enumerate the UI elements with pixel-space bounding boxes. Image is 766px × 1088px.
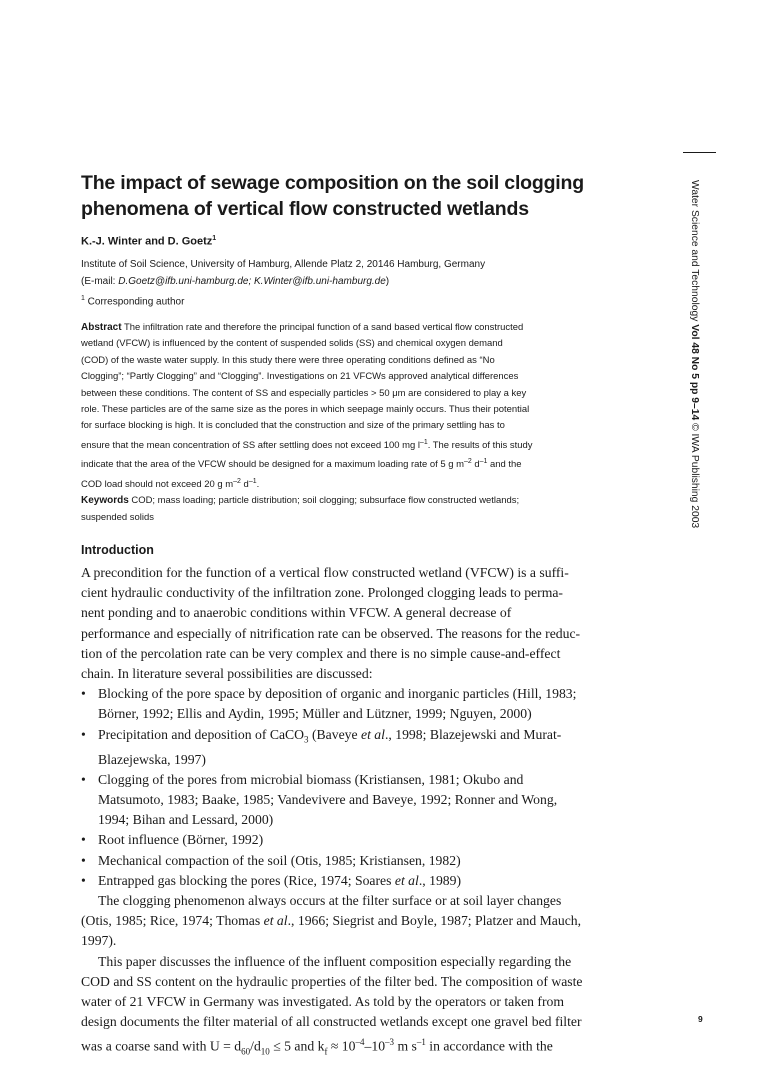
paragraph-3: This paper discusses the influence of the influent composition especially regarding the	[98, 953, 572, 969]
list-item: • Blocking of the pore space by deposition of organic and inorganic particles (Hill, 1983;	[81, 684, 619, 704]
keywords: Keywords COD; mass loading; particle distribution; soil clogging; subsurface flow constructed wetlands;	[81, 495, 520, 507]
corresponding-author-note: $^1$ Corresponding author	[81, 295, 185, 308]
abstract-label: Abstract	[81, 322, 122, 333]
list-item: • Mechanical compaction of the soil (Otis, 1985; Kristiansen, 1982)	[81, 851, 619, 871]
paragraph-2: The clogging phenomenon always occurs at the filter surface or at soil layer changes	[98, 892, 562, 908]
paper-title: The impact of sewage composition on the soil clogging phenomena of vertical flow constructed wetlands	[81, 172, 584, 220]
journal-sidebar	[689, 180, 700, 528]
email-line: (E-mail: D.Goetz@ifb.uni-hamburg.de; K.Winter@ifb.uni-hamburg.de)	[81, 276, 390, 287]
abstract: Abstract The infiltration rate and therefore the principal function of a sand based vertical flow constructed wetland (VFCW) is influenced by the content of suspended solids (SS) and chemical oxygen demand (COD) of the waste water supply. In this study there were three operating conditions defined as “No Clogging”; “Partly Clogging” and “Clogging”. Investigations on 21 VFCWs approved analytical differences between these conditions. The content of SS and especially particles > 50 μm are considered to play a key role. These particles are of the same size as the pores in which seepage mainly occurs. Thus their potential for surface blocking is high. It is concluded that the construction and size of the primary settling has to ensure that the mean concentration of SS after settling does not exceed 100 mg $l^{-1}$. The results of this study indicate that the area of the VFCW should be designed for a maximum loading rate of 5 g $m^{-2}$ $d^{-1}$ and the COD load should not exceed 20 g $m^{-2}$ $d^{-1}$. Keywords COD; mass loading; particle distribution; soil clogging; subsurface flow constructed wetlands; suspended solids	[81, 320, 621, 526]
list-item: • Precipitation and deposition of CaCO$_3$ (Baveye et al., 1998; Blazejewski and Murat-	[81, 725, 619, 750]
affiliation: Institute of Soil Science, University of Hamburg, Allende Platz 2, 20146 Hamburg, Germany	[81, 259, 486, 270]
list-item: • Entrapped gas blocking the pores (Rice, 1974; Soares et al., 1989)	[81, 871, 619, 891]
publisher: © IWA Publishing 2003	[689, 420, 700, 529]
authors: K.-J. Winter and D. Goetz$^1$	[81, 235, 217, 248]
page-number: 9	[698, 1014, 703, 1024]
affiliation-block	[81, 256, 641, 310]
email-addresses: D.Goetz@ifb.uni-hamburg.de; K.Winter@ifb.uni-hamburg.de	[118, 276, 386, 287]
keywords-label: Keywords	[81, 495, 129, 507]
sidebar-rule	[683, 152, 716, 153]
list-item: • Root influence (Börner, 1992)	[81, 830, 619, 850]
introduction-body: A precondition for the function of a vertical flow constructed wetland (VFCW) is a suffi- cient hydraulic conductivity of the infiltration zone. Prolonged clogging leads to perma- nent ponding and to anaerobic conditions within VFCW. A general decrease of performance and especially of nitrification rate can be observed. The reasons for the reduc- tion of the percolation rate can be very complex and there is no simple cause-and-effect chain. In literature several possibilities are discussed: • Blocking of the pore space by deposition of organic and inorganic particles (Hill, 1983; Börner, 1992; Ellis and Aydin, 1995; Müller and Lützner, 1999; Nguyen, 2000) • Precipitation and deposition of CaCO$_3$ (Baveye et al., 1998; Blazejewski and Murat- Blazejewska, 1997) • Clogging of the pores from microbial biomass (Kristiansen, 1981; Okubo and Matsumoto, 1983; Baake, 1985; Vandevivere and Baveye, 1992; Ronner and Wong, 1994; Bihan and Lessard, 2000) • Root influence (Börner, 1992) • Mechanical compaction of the soil (Otis, 1985; Kristiansen, 1982) • Entrapped gas blocking the pores (Rice, 1974; Soares et al., 1989) The clogging phenomenon always occurs at the filter surface or at soil layer changes (Otis, 1985; Rice, 1974; Thomas et al., 1966; Siegrist and Boyle, 1987; Platzer and Mauch, 1997). This paper discusses the influence of the influent composition especially regarding the COD and SS content on the hydraulic properties of the filter bed. The composition of waste water of 21 VFCW in Germany was investigated. As told by the operators or taken from design documents the filter material of all constructed wetlands except one gravel bed filter was a coarse sand with $U = d_{60}/d_{10} \le 5$ and $k_f \approx 10^{-4}-10^{-3}$ m $s^{-1}$ in accordance with the	[81, 563, 619, 1062]
paragraph-1: A precondition for the function of a vertical flow constructed wetland (VFCW) is a suffi-	[81, 565, 569, 580]
section-heading-introduction: Introduction	[81, 543, 154, 557]
list-item: • Clogging of the pores from microbial biomass (Kristiansen, 1981; Okubo and	[81, 770, 619, 790]
journal-name: Water Science and Technology	[689, 180, 700, 325]
volume-info: Vol 48 No 5 pp 9–14	[689, 324, 700, 421]
